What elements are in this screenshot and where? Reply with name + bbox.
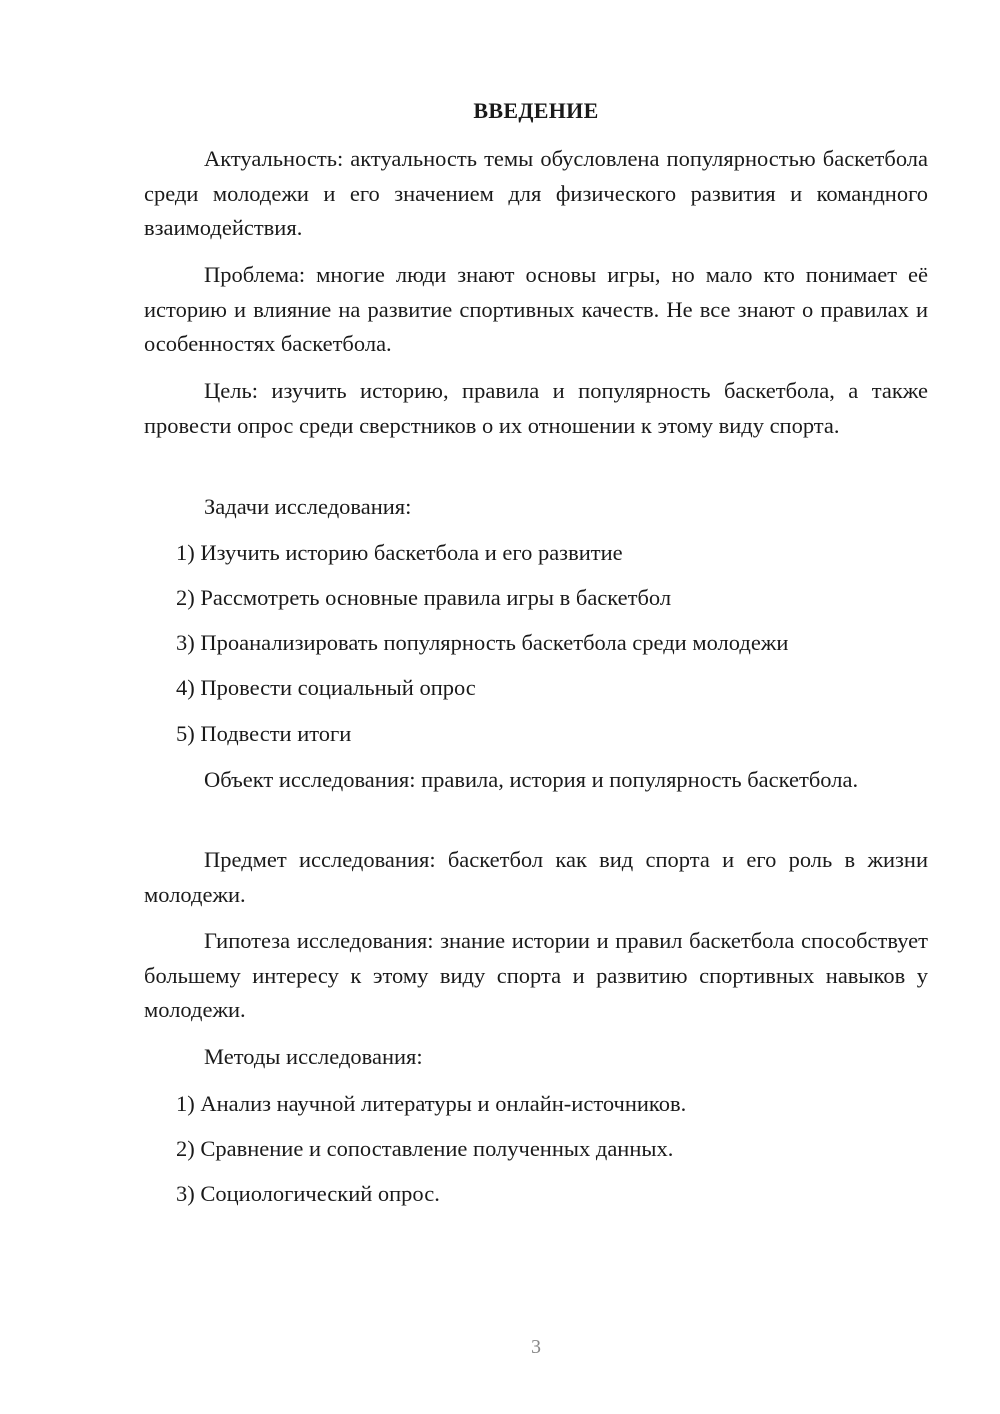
task-item-3: 3) Проанализировать популярность баскетбола среди молодежи	[176, 630, 789, 655]
goal-paragraph: Цель: изучить историю, правила и популярность баскетбола, а также провести опрос среди сверстников о их отношении к этому виду спорта.	[144, 378, 928, 438]
tasks-title: Задачи исследования:	[204, 494, 412, 519]
task-item-4: 4) Провести социальный опрос	[176, 675, 476, 700]
methods-title: Методы исследования:	[204, 1044, 423, 1069]
method-item-3: 3) Социологический опрос.	[176, 1181, 440, 1206]
object-paragraph: Объект исследования: правила, история и популярность баскетбола.	[204, 767, 859, 792]
page-number: 3	[531, 1336, 541, 1358]
task-item-5: 5) Подвести итоги	[176, 721, 352, 746]
task-item-2: 2) Рассмотреть основные правила игры в баскетбол	[176, 585, 672, 610]
relevance-paragraph: Актуальность: актуальность темы обусловлена популярностью баскетбола среди молодежи и его значением для физического развития и командного взаимодействия.	[144, 146, 928, 240]
problem-paragraph: Проблема: многие люди знают основы игры, но мало кто понимает её историю и влияние на развитие спортивных качеств. Не все знают о правилах и особенностях баскетбола.	[144, 262, 928, 356]
subject-paragraph: Предмет исследования: баскетбол как вид спорта и его роль в жизни молодежи.	[144, 847, 928, 907]
method-item-1: 1) Анализ научной литературы и онлайн-источников.	[176, 1091, 687, 1116]
page-title: ВВЕДЕНИЕ	[473, 98, 599, 123]
task-item-1: 1) Изучить историю баскетбола и его развитие	[176, 540, 623, 565]
hypothesis-paragraph: Гипотеза исследования: знание истории и правил баскетбола способствует большему интересу к этому виду спорта и развитию спортивных навыков у молодежи.	[144, 928, 928, 1022]
method-item-2: 2) Сравнение и сопоставление полученных данных.	[176, 1136, 674, 1161]
